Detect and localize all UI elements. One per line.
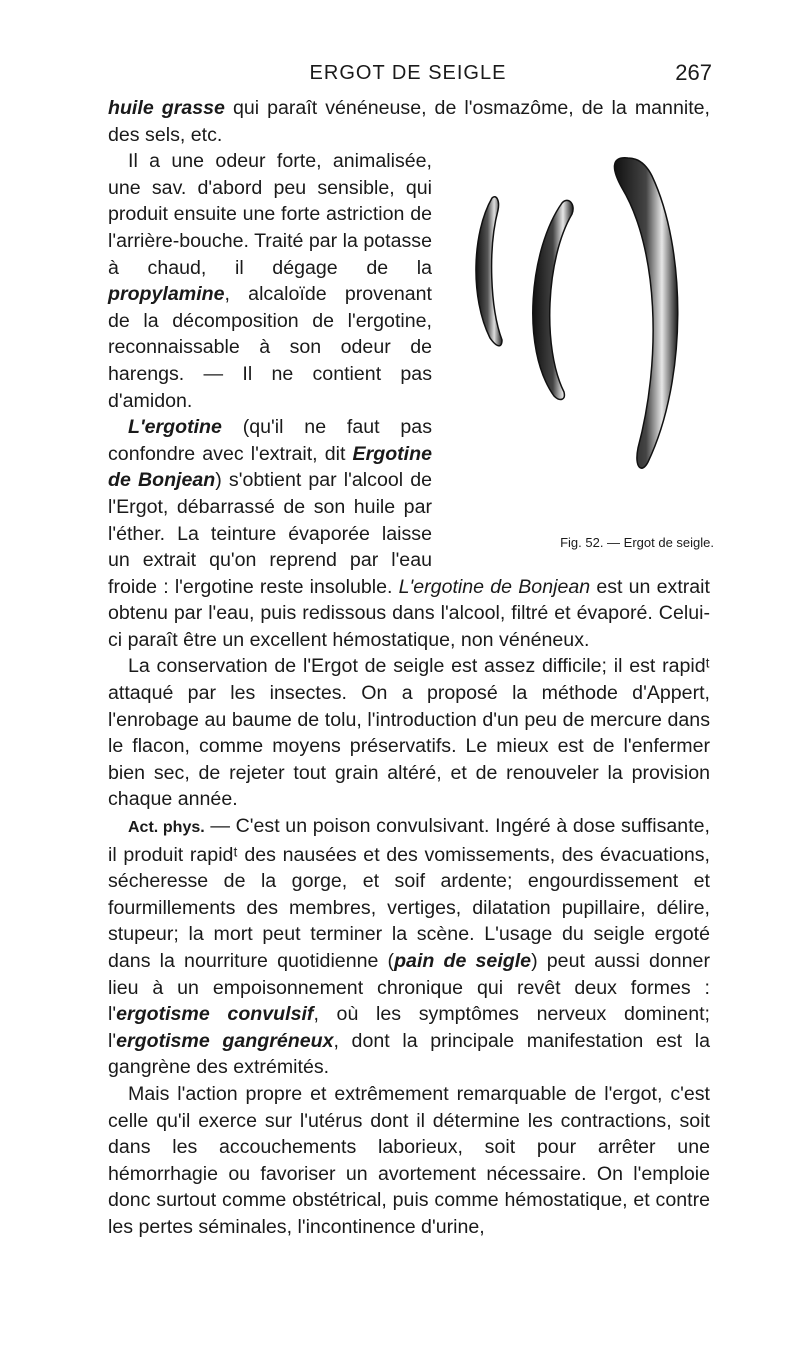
paragraph-4: La conservation de l'Ergot de seigle est assez difficile; il est rapidᵗ attaqué par les insectes. On a proposé la méthode d'Appert, l'enrobage au baume de tolu, l'introduction d'un peu de mercure dans le flacon, comme moyens préservatifs. Le mieux est de l'enfermer bien sec, de rejeter tout grain altéré, et de renouveler la provision chaque année.: [108, 655, 710, 811]
paragraph-6: Mais l'action propre et extrêmement remarquable de l'ergot, c'est celle qu'il exerce sur l'utérus dont il détermine les contractions, soit dans les accouchements laborieux, soit pour arrêter une hémorrhagie ou favoriser un avortement nécessaire. On l'emploie donc surtout comme obstétrical, puis comme hémostatique, et contre les pertes séminales, l'incontinence d'urine,: [108, 1082, 710, 1238]
paragraph-1-text: qui paraît vénéneuse, de l'osmazôme, de la mannite, des sels, etc.: [108, 97, 710, 146]
ergot-grain-small: [476, 197, 502, 346]
term-propylamine: propylamine: [108, 283, 225, 306]
paragraph-5-text-a: — C'est un poison convulsivant. Ingéré à dose suffisante, il produit rapidᵗ des nausées et des vomissements, des évacuations, sécheresse de la gorge, et soif ardente; engourdissement et fourmillements des membres, vertiges, dilatation pupillaire, délire, stupeur; la mort peut terminer la scène. L'usage du seigle ergoté dans la nourriture quotidienne (: [108, 815, 710, 972]
paragraph-2-text-a: Il a une odeur forte, animalisée, une sav. d'abord peu sensible, qui produit ensuite une forte astriction de l'arrière-bouche. Traité par la potasse à chaud, il dégage de la: [108, 150, 432, 279]
term-ergotine: L'ergotine: [128, 416, 222, 439]
term-huile-grasse: huile grasse: [108, 97, 225, 119]
paragraph-1: [108, 95, 710, 148]
section-label-act-phys: Act. phys.: [128, 819, 205, 837]
paragraph-5-text-g: , dont la principale manifestation est la gangrène des extrémités.: [108, 1029, 710, 1079]
figure-caption: Fig. 52. — Ergot de seigle.: [560, 535, 714, 551]
paragraph-5-text-e: , où les symptômes nerveux dominent; l': [108, 1003, 710, 1052]
term-ergotisme-convulsif: ergotisme convulsif: [116, 1003, 314, 1026]
ergot-grain-medium: [533, 201, 573, 400]
body-text: [108, 95, 714, 1241]
paragraph-5-text-c: ) peut aussi donner lieu à un empoisonnement chronique qui revêt deux formes : l': [108, 950, 710, 1026]
page-header: [108, 60, 712, 92]
paragraph-3-text-d: ) s'obtient par l'alcool de l'Ergot, débarrassé de son huile par l'éther. La teinture évaporée laisse un extrait qu'on reprend par l'eau froide : l'ergotine reste insoluble.: [108, 469, 432, 598]
paragraph-5: [108, 813, 710, 1081]
paragraph-3-text-f: est un extrait obtenu par l'eau, puis redissous dans l'alcool, filtré et évaporé. Celui-ci paraît être un excellent hémostatique, non vénéneux.: [108, 575, 710, 651]
paragraph-3-text-b: (qu'il ne faut pas confondre avec l'extrait, dit: [108, 416, 432, 465]
ergot-grain-large: [614, 158, 677, 468]
figure-ergot: [442, 148, 714, 556]
term-ergotine-de-bonjean: Ergotine de Bonjean: [108, 442, 432, 492]
term-ergotine-de-bonjean-2: L'ergotine de Bonjean: [398, 575, 591, 598]
ergot-illustration: [442, 148, 714, 556]
term-ergotisme-gangreneux: ergotisme gangréneux: [116, 1029, 334, 1052]
page-number: 267: [675, 60, 712, 85]
paragraph-2-text-c: , alcaloïde provenant de la décomposition de l'ergotine, reconnaissable à son odeur de harengs. — Il ne contient pas d'amidon.: [108, 283, 432, 412]
term-pain-de-seigle: pain de seigle: [394, 950, 532, 972]
running-title: ERGOT DE SEIGLE: [309, 62, 507, 84]
